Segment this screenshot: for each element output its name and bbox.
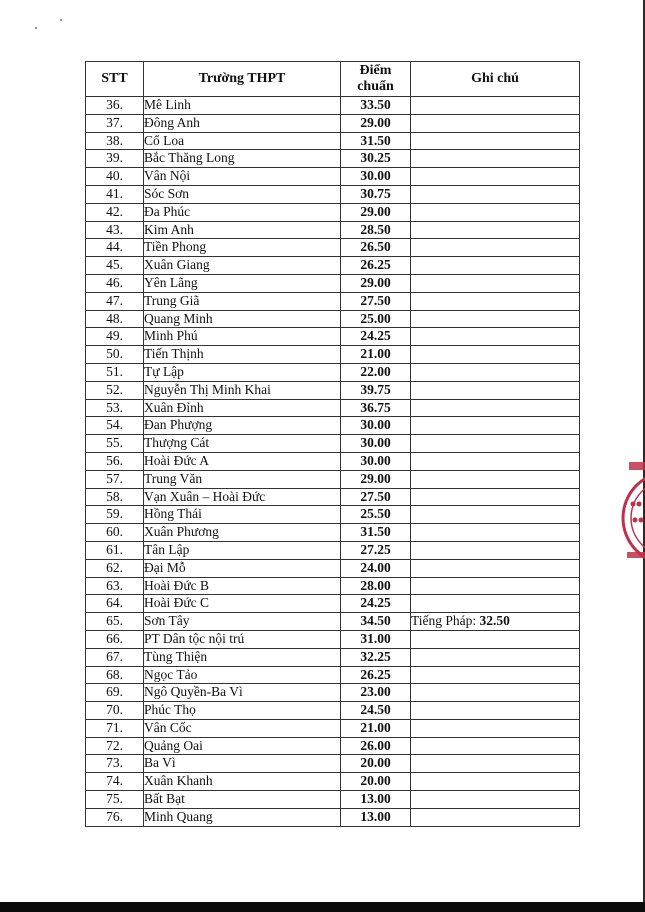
row-school: Ngô Quyền-Ba Vì (144, 684, 341, 702)
row-score: 21.00 (341, 346, 411, 364)
row-school: Sơn Tây (144, 613, 341, 631)
row-note (411, 702, 580, 720)
row-note (411, 541, 580, 559)
row-stt: 49. (86, 328, 144, 346)
row-note (411, 150, 580, 168)
row-note (411, 452, 580, 470)
row-school: Minh Quang (144, 808, 341, 826)
row-note (411, 363, 580, 381)
row-school: Ngọc Tảo (144, 666, 341, 684)
row-school: Kim Anh (144, 221, 341, 239)
row-stt: 71. (86, 719, 144, 737)
table-row (86, 452, 580, 470)
table-row (86, 613, 580, 631)
row-stt: 68. (86, 666, 144, 684)
row-stt: 61. (86, 541, 144, 559)
row-stt: 74. (86, 773, 144, 791)
row-school: Cổ Loa (144, 132, 341, 150)
row-school: Bất Bạt (144, 791, 341, 809)
row-school: Xuân Khanh (144, 773, 341, 791)
row-stt: 60. (86, 524, 144, 542)
row-score: 32.25 (341, 648, 411, 666)
row-score: 24.00 (341, 559, 411, 577)
row-stt: 52. (86, 381, 144, 399)
table-row (86, 132, 580, 150)
row-note (411, 524, 580, 542)
row-note (411, 791, 580, 809)
table-row (86, 470, 580, 488)
row-school: Hoài Đức C (144, 595, 341, 613)
header-school: Trường THPT (144, 62, 341, 97)
row-score: 28.50 (341, 221, 411, 239)
row-score: 20.00 (341, 755, 411, 773)
row-note (411, 470, 580, 488)
row-stt: 40. (86, 168, 144, 186)
row-note-value: 32.50 (479, 613, 510, 629)
table-row (86, 114, 580, 132)
table-row (86, 292, 580, 310)
row-school: Đa Phúc (144, 203, 341, 221)
row-score: 31.00 (341, 630, 411, 648)
row-stt: 57. (86, 470, 144, 488)
table-row (86, 737, 580, 755)
row-note (411, 773, 580, 791)
row-score: 26.25 (341, 257, 411, 275)
table-row (86, 239, 580, 257)
row-stt: 65. (86, 613, 144, 631)
table-row (86, 559, 580, 577)
row-score: 30.00 (341, 452, 411, 470)
row-school: Đại Mỗ (144, 559, 341, 577)
table-row (86, 257, 580, 275)
row-score: 30.25 (341, 150, 411, 168)
row-note (411, 737, 580, 755)
row-note (411, 346, 580, 364)
row-school: Đan Phượng (144, 417, 341, 435)
row-note (411, 310, 580, 328)
row-note (411, 399, 580, 417)
row-school: Nguyễn Thị Minh Khai (144, 381, 341, 399)
row-stt: 36. (86, 97, 144, 115)
row-note (411, 221, 580, 239)
row-stt: 69. (86, 684, 144, 702)
row-stt: 44. (86, 239, 144, 257)
table-row (86, 808, 580, 826)
row-school: Vạn Xuân – Hoài Đức (144, 488, 341, 506)
row-stt: 47. (86, 292, 144, 310)
table-row (86, 435, 580, 453)
row-note (411, 97, 580, 115)
row-score: 33.50 (341, 97, 411, 115)
row-stt: 76. (86, 808, 144, 826)
admission-score-table (85, 61, 580, 827)
table-row (86, 203, 580, 221)
row-score: 25.50 (341, 506, 411, 524)
row-score: 20.00 (341, 773, 411, 791)
row-school: Xuân Giang (144, 257, 341, 275)
row-score: 23.00 (341, 684, 411, 702)
row-school: Ba Vì (144, 755, 341, 773)
row-school: Phúc Thọ (144, 702, 341, 720)
header-score-line2: chuẩn (357, 79, 394, 94)
row-school: Tân Lập (144, 541, 341, 559)
row-score: 24.25 (341, 328, 411, 346)
row-score: 26.50 (341, 239, 411, 257)
row-score: 31.50 (341, 524, 411, 542)
row-note (411, 239, 580, 257)
row-note (411, 274, 580, 292)
row-stt: 43. (86, 221, 144, 239)
row-stt: 66. (86, 630, 144, 648)
row-stt: 55. (86, 435, 144, 453)
table-row (86, 719, 580, 737)
row-stt: 63. (86, 577, 144, 595)
row-score: 29.00 (341, 114, 411, 132)
row-stt: 50. (86, 346, 144, 364)
row-stt: 37. (86, 114, 144, 132)
row-school: Hoài Đức A (144, 452, 341, 470)
row-score: 13.00 (341, 791, 411, 809)
row-school: Yên Lãng (144, 274, 341, 292)
row-score: 29.00 (341, 470, 411, 488)
row-school: Hồng Thái (144, 506, 341, 524)
row-stt: 45. (86, 257, 144, 275)
row-score: 24.50 (341, 702, 411, 720)
table-row (86, 185, 580, 203)
row-stt: 70. (86, 702, 144, 720)
row-note-label: Tiếng Pháp: (411, 613, 480, 629)
table-row (86, 346, 580, 364)
red-seal-stamp (621, 458, 645, 578)
row-score: 30.00 (341, 417, 411, 435)
row-stt: 48. (86, 310, 144, 328)
row-score: 30.00 (341, 168, 411, 186)
row-note (411, 648, 580, 666)
row-score: 39.75 (341, 381, 411, 399)
table-row (86, 488, 580, 506)
row-school: Xuân Phương (144, 524, 341, 542)
row-school: Sóc Sơn (144, 185, 341, 203)
row-note (411, 381, 580, 399)
table-row (86, 399, 580, 417)
row-school: Tiền Phong (144, 239, 341, 257)
header-score-line1: Điểm (359, 63, 392, 78)
table-row (86, 791, 580, 809)
row-stt: 54. (86, 417, 144, 435)
row-score: 29.00 (341, 274, 411, 292)
table-row (86, 755, 580, 773)
table-row (86, 310, 580, 328)
row-score: 24.25 (341, 595, 411, 613)
row-note (411, 595, 580, 613)
row-stt: 59. (86, 506, 144, 524)
row-score: 30.75 (341, 185, 411, 203)
table-row (86, 666, 580, 684)
row-score: 34.50 (341, 613, 411, 631)
row-stt: 51. (86, 363, 144, 381)
row-note (411, 488, 580, 506)
row-note (411, 630, 580, 648)
row-stt: 64. (86, 595, 144, 613)
row-score: 27.50 (341, 488, 411, 506)
row-school: Bắc Thăng Long (144, 150, 341, 168)
header-stt: STT (86, 62, 144, 97)
row-score: 29.00 (341, 203, 411, 221)
table-row (86, 630, 580, 648)
row-school: Hoài Đức B (144, 577, 341, 595)
row-note (411, 417, 580, 435)
row-stt: 46. (86, 274, 144, 292)
table-row (86, 97, 580, 115)
table-row (86, 363, 580, 381)
table-row (86, 221, 580, 239)
row-stt: 56. (86, 452, 144, 470)
row-school: Thượng Cát (144, 435, 341, 453)
row-school: Trung Giã (144, 292, 341, 310)
row-stt: 73. (86, 755, 144, 773)
row-score: 36.75 (341, 399, 411, 417)
row-school: Tiến Thịnh (144, 346, 341, 364)
table-row (86, 328, 580, 346)
row-score: 21.00 (341, 719, 411, 737)
table-row (86, 150, 580, 168)
row-note (411, 506, 580, 524)
row-stt: 75. (86, 791, 144, 809)
row-note (411, 114, 580, 132)
row-stt: 62. (86, 559, 144, 577)
table-row (86, 595, 580, 613)
row-stt: 42. (86, 203, 144, 221)
row-school: Quảng Oai (144, 737, 341, 755)
row-stt: 67. (86, 648, 144, 666)
table-row (86, 684, 580, 702)
row-note (411, 577, 580, 595)
row-school: Xuân Đỉnh (144, 399, 341, 417)
row-note (411, 808, 580, 826)
row-note (411, 292, 580, 310)
row-score: 13.00 (341, 808, 411, 826)
row-note (411, 559, 580, 577)
scan-bottom-border (0, 902, 645, 912)
row-score: 30.00 (341, 435, 411, 453)
row-note (411, 168, 580, 186)
table-row (86, 648, 580, 666)
table-row (86, 417, 580, 435)
row-score: 27.50 (341, 292, 411, 310)
scan-speck (35, 27, 37, 29)
table-row (86, 524, 580, 542)
row-score: 25.00 (341, 310, 411, 328)
row-stt: 72. (86, 737, 144, 755)
table-row (86, 773, 580, 791)
row-score: 27.25 (341, 541, 411, 559)
row-note (411, 719, 580, 737)
row-note (411, 132, 580, 150)
row-stt: 41. (86, 185, 144, 203)
row-stt: 53. (86, 399, 144, 417)
row-school: Mê Linh (144, 97, 341, 115)
row-note (411, 613, 580, 631)
row-note (411, 185, 580, 203)
row-note (411, 257, 580, 275)
row-note (411, 328, 580, 346)
table-row (86, 381, 580, 399)
row-note (411, 684, 580, 702)
row-stt: 58. (86, 488, 144, 506)
scan-speck (60, 19, 62, 21)
row-note (411, 666, 580, 684)
row-school: Quang Minh (144, 310, 341, 328)
row-school: Tùng Thiện (144, 648, 341, 666)
row-school: Vân Cốc (144, 719, 341, 737)
row-school: Trung Văn (144, 470, 341, 488)
row-score: 26.25 (341, 666, 411, 684)
row-score: 31.50 (341, 132, 411, 150)
row-school: Vân Nội (144, 168, 341, 186)
table-row (86, 577, 580, 595)
row-school: Đông Anh (144, 114, 341, 132)
row-stt: 39. (86, 150, 144, 168)
row-score: 22.00 (341, 363, 411, 381)
row-note (411, 203, 580, 221)
table-row (86, 506, 580, 524)
header-score (341, 62, 411, 97)
table-row (86, 168, 580, 186)
row-school: Minh Phú (144, 328, 341, 346)
row-school: Tự Lập (144, 363, 341, 381)
row-stt: 38. (86, 132, 144, 150)
table-row (86, 274, 580, 292)
header-note: Ghi chú (411, 62, 580, 97)
row-note (411, 435, 580, 453)
row-score: 28.00 (341, 577, 411, 595)
row-school: PT Dân tộc nội trú (144, 630, 341, 648)
table-row (86, 541, 580, 559)
table-row (86, 702, 580, 720)
table-header-row (86, 62, 580, 97)
row-score: 26.00 (341, 737, 411, 755)
row-note (411, 755, 580, 773)
